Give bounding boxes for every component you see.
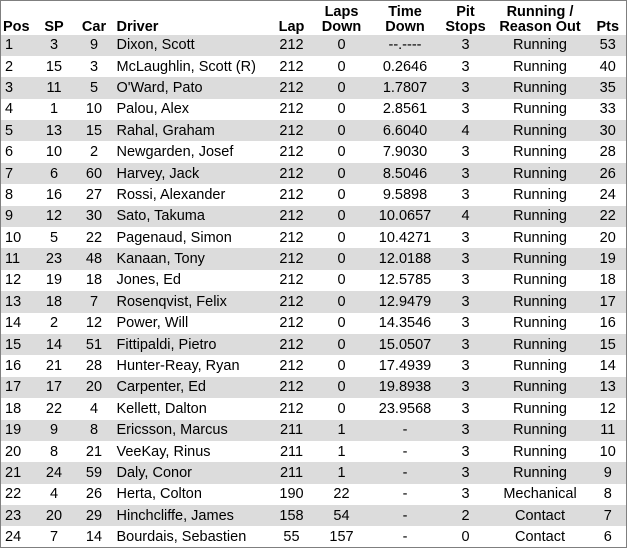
cell-status: Running [491, 120, 590, 141]
cell-sp: 18 [35, 291, 74, 312]
table-row [1, 270, 627, 291]
cell-car: 22 [74, 227, 115, 248]
cell-car: 10 [74, 99, 115, 120]
cell-laps-down: 0 [314, 291, 370, 312]
cell-pos: 10 [1, 227, 35, 248]
cell-pos: 2 [1, 56, 35, 77]
cell-status: Running [491, 270, 590, 291]
cell-time-down: --.---- [370, 35, 441, 56]
cell-sp: 8 [35, 441, 74, 462]
cell-pts: 12 [590, 398, 627, 419]
cell-laps-down: 0 [314, 355, 370, 376]
table-row [1, 526, 627, 547]
cell-sp: 17 [35, 377, 74, 398]
cell-driver: Pagenaud, Simon [115, 227, 270, 248]
cell-lap: 212 [270, 184, 314, 205]
table-row [1, 462, 627, 483]
cell-driver: Jones, Ed [115, 270, 270, 291]
cell-pit-stops: 3 [441, 398, 491, 419]
cell-driver: Harvey, Jack [115, 163, 270, 184]
cell-pos: 4 [1, 99, 35, 120]
cell-car: 7 [74, 291, 115, 312]
cell-pts: 28 [590, 141, 627, 162]
cell-laps-down: 0 [314, 184, 370, 205]
cell-lap: 212 [270, 248, 314, 269]
cell-car: 60 [74, 163, 115, 184]
cell-pts: 7 [590, 505, 627, 526]
column-header-time-down-line1: Time [388, 3, 422, 20]
cell-lap: 190 [270, 484, 314, 505]
table-row [1, 441, 627, 462]
cell-status: Running [491, 206, 590, 227]
cell-sp: 16 [35, 184, 74, 205]
cell-laps-down: 1 [314, 441, 370, 462]
cell-pos: 16 [1, 355, 35, 376]
cell-laps-down: 0 [314, 99, 370, 120]
column-header-pit-stops-line1: Pit [456, 3, 475, 20]
cell-pos: 20 [1, 441, 35, 462]
cell-car: 4 [74, 398, 115, 419]
cell-lap: 212 [270, 291, 314, 312]
table-row [1, 291, 627, 312]
cell-pit-stops: 3 [441, 227, 491, 248]
cell-pit-stops: 3 [441, 484, 491, 505]
cell-pos: 13 [1, 291, 35, 312]
cell-status: Running [491, 141, 590, 162]
cell-pts: 35 [590, 77, 627, 98]
cell-pts: 30 [590, 120, 627, 141]
cell-sp: 4 [35, 484, 74, 505]
column-header-running-line1: Running / [506, 3, 574, 20]
cell-time-down: - [370, 420, 441, 441]
cell-time-down: 17.4939 [370, 355, 441, 376]
table-row [1, 77, 627, 98]
cell-driver: O'Ward, Pato [115, 77, 270, 98]
cell-driver: Rosenqvist, Felix [115, 291, 270, 312]
cell-car: 21 [74, 441, 115, 462]
cell-pos: 22 [1, 484, 35, 505]
cell-sp: 20 [35, 505, 74, 526]
cell-status: Running [491, 377, 590, 398]
cell-driver: Carpenter, Ed [115, 377, 270, 398]
cell-laps-down: 0 [314, 227, 370, 248]
column-header-pit-stops-line2: Stops [445, 18, 486, 35]
cell-driver: Hunter-Reay, Ryan [115, 355, 270, 376]
cell-sp: 1 [35, 99, 74, 120]
cell-pts: 16 [590, 313, 627, 334]
cell-sp: 21 [35, 355, 74, 376]
cell-car: 12 [74, 313, 115, 334]
cell-time-down: 8.5046 [370, 163, 441, 184]
cell-status: Mechanical [491, 484, 590, 505]
cell-driver: Rossi, Alexander [115, 184, 270, 205]
cell-lap: 212 [270, 99, 314, 120]
column-header-time-down-line2: Down [385, 18, 425, 35]
cell-pos: 14 [1, 313, 35, 334]
cell-status: Running [491, 99, 590, 120]
cell-sp: 14 [35, 334, 74, 355]
cell-car: 51 [74, 334, 115, 355]
cell-laps-down: 0 [314, 270, 370, 291]
cell-time-down: 7.9030 [370, 141, 441, 162]
cell-lap: 211 [270, 420, 314, 441]
cell-sp: 2 [35, 313, 74, 334]
cell-time-down: 0.2646 [370, 56, 441, 77]
cell-car: 8 [74, 420, 115, 441]
cell-laps-down: 0 [314, 163, 370, 184]
cell-pts: 9 [590, 462, 627, 483]
cell-laps-down: 157 [314, 526, 370, 547]
cell-pit-stops: 3 [441, 291, 491, 312]
cell-pos: 3 [1, 77, 35, 98]
table-row [1, 505, 627, 526]
cell-laps-down: 0 [314, 377, 370, 398]
cell-car: 14 [74, 526, 115, 547]
cell-time-down: 12.9479 [370, 291, 441, 312]
table-row [1, 35, 627, 56]
cell-laps-down: 0 [314, 334, 370, 355]
cell-status: Running [491, 163, 590, 184]
cell-sp: 24 [35, 462, 74, 483]
cell-pts: 10 [590, 441, 627, 462]
cell-time-down: 14.3546 [370, 313, 441, 334]
cell-status: Running [491, 56, 590, 77]
cell-status: Running [491, 184, 590, 205]
cell-pit-stops: 4 [441, 206, 491, 227]
cell-pos: 6 [1, 141, 35, 162]
cell-pit-stops: 2 [441, 505, 491, 526]
cell-pts: 14 [590, 355, 627, 376]
cell-pit-stops: 3 [441, 163, 491, 184]
column-header-pit-stops [441, 1, 491, 35]
cell-time-down: 19.8938 [370, 377, 441, 398]
cell-driver: Palou, Alex [115, 99, 270, 120]
cell-lap: 212 [270, 120, 314, 141]
cell-pts: 11 [590, 420, 627, 441]
cell-laps-down: 0 [314, 120, 370, 141]
cell-car: 26 [74, 484, 115, 505]
cell-pit-stops: 3 [441, 77, 491, 98]
table-row [1, 398, 627, 419]
cell-pts: 17 [590, 291, 627, 312]
cell-time-down: 6.6040 [370, 120, 441, 141]
cell-driver: Sato, Takuma [115, 206, 270, 227]
cell-time-down: 9.5898 [370, 184, 441, 205]
table-row [1, 206, 627, 227]
cell-lap: 158 [270, 505, 314, 526]
cell-status: Contact [491, 505, 590, 526]
cell-pts: 18 [590, 270, 627, 291]
cell-driver: Dixon, Scott [115, 35, 270, 56]
cell-pit-stops: 3 [441, 420, 491, 441]
cell-laps-down: 0 [314, 56, 370, 77]
table-row [1, 420, 627, 441]
column-header-sp: SP [44, 18, 64, 35]
cell-status: Running [491, 248, 590, 269]
cell-status: Running [491, 420, 590, 441]
cell-pos: 19 [1, 420, 35, 441]
cell-car: 59 [74, 462, 115, 483]
cell-pit-stops: 3 [441, 99, 491, 120]
table-row [1, 248, 627, 269]
cell-car: 5 [74, 77, 115, 98]
cell-car: 2 [74, 141, 115, 162]
table-row [1, 184, 627, 205]
column-header-lap: Lap [278, 18, 305, 35]
table-row [1, 99, 627, 120]
header-row [1, 1, 627, 35]
cell-driver: Hinchcliffe, James [115, 505, 270, 526]
cell-status: Running [491, 77, 590, 98]
cell-pit-stops: 3 [441, 355, 491, 376]
cell-pos: 15 [1, 334, 35, 355]
cell-pit-stops: 3 [441, 334, 491, 355]
cell-sp: 3 [35, 35, 74, 56]
cell-pts: 53 [590, 35, 627, 56]
table-row [1, 141, 627, 162]
cell-car: 18 [74, 270, 115, 291]
cell-pit-stops: 3 [441, 35, 491, 56]
cell-status: Running [491, 334, 590, 355]
column-header-pts: Pts [596, 18, 620, 35]
cell-pts: 19 [590, 248, 627, 269]
cell-pts: 40 [590, 56, 627, 77]
table-row [1, 484, 627, 505]
cell-sp: 22 [35, 398, 74, 419]
column-header-car: Car [81, 18, 107, 35]
cell-pos: 9 [1, 206, 35, 227]
cell-pts: 22 [590, 206, 627, 227]
cell-laps-down: 0 [314, 206, 370, 227]
cell-pit-stops: 3 [441, 141, 491, 162]
cell-pts: 13 [590, 377, 627, 398]
cell-pit-stops: 3 [441, 248, 491, 269]
cell-laps-down: 22 [314, 484, 370, 505]
column-header-laps-down [314, 1, 370, 35]
cell-lap: 212 [270, 355, 314, 376]
cell-pit-stops: 3 [441, 184, 491, 205]
cell-driver: McLaughlin, Scott (R) [115, 56, 270, 77]
cell-laps-down: 0 [314, 35, 370, 56]
cell-lap: 212 [270, 377, 314, 398]
cell-pos: 21 [1, 462, 35, 483]
cell-sp: 7 [35, 526, 74, 547]
cell-laps-down: 0 [314, 398, 370, 419]
cell-pit-stops: 0 [441, 526, 491, 547]
cell-time-down: 15.0507 [370, 334, 441, 355]
cell-time-down: - [370, 505, 441, 526]
cell-driver: Fittipaldi, Pietro [115, 334, 270, 355]
cell-driver: Power, Will [115, 313, 270, 334]
cell-status: Running [491, 462, 590, 483]
table-row [1, 227, 627, 248]
cell-lap: 212 [270, 56, 314, 77]
cell-pts: 6 [590, 526, 627, 547]
cell-lap: 55 [270, 526, 314, 547]
cell-sp: 15 [35, 56, 74, 77]
cell-status: Running [491, 398, 590, 419]
cell-pos: 7 [1, 163, 35, 184]
cell-lap: 212 [270, 313, 314, 334]
cell-status: Running [491, 227, 590, 248]
cell-pos: 23 [1, 505, 35, 526]
column-header-pos: Pos [3, 18, 30, 35]
cell-pts: 8 [590, 484, 627, 505]
cell-driver: Herta, Colton [115, 484, 270, 505]
cell-time-down: 12.5785 [370, 270, 441, 291]
cell-lap: 212 [270, 35, 314, 56]
cell-driver: Kanaan, Tony [115, 248, 270, 269]
cell-pos: 12 [1, 270, 35, 291]
cell-time-down: 10.0657 [370, 206, 441, 227]
cell-time-down: 10.4271 [370, 227, 441, 248]
column-header-driver: Driver [116, 18, 159, 35]
cell-pos: 5 [1, 120, 35, 141]
cell-pts: 26 [590, 163, 627, 184]
cell-laps-down: 1 [314, 420, 370, 441]
cell-car: 48 [74, 248, 115, 269]
cell-sp: 10 [35, 141, 74, 162]
cell-pit-stops: 3 [441, 441, 491, 462]
cell-pit-stops: 3 [441, 56, 491, 77]
cell-pos: 8 [1, 184, 35, 205]
column-header-running-line2: Reason Out [499, 18, 581, 35]
cell-driver: Ericsson, Marcus [115, 420, 270, 441]
cell-car: 28 [74, 355, 115, 376]
cell-time-down: 12.0188 [370, 248, 441, 269]
cell-time-down: 23.9568 [370, 398, 441, 419]
cell-lap: 212 [270, 227, 314, 248]
cell-pts: 33 [590, 99, 627, 120]
column-header-time-down [370, 1, 441, 35]
cell-pos: 17 [1, 377, 35, 398]
cell-pos: 11 [1, 248, 35, 269]
cell-lap: 212 [270, 163, 314, 184]
cell-driver: Kellett, Dalton [115, 398, 270, 419]
cell-laps-down: 0 [314, 141, 370, 162]
cell-pit-stops: 4 [441, 120, 491, 141]
cell-car: 27 [74, 184, 115, 205]
cell-car: 30 [74, 206, 115, 227]
table-row [1, 56, 627, 77]
cell-laps-down: 0 [314, 248, 370, 269]
cell-sp: 9 [35, 420, 74, 441]
cell-sp: 11 [35, 77, 74, 98]
cell-car: 15 [74, 120, 115, 141]
table-row [1, 120, 627, 141]
cell-lap: 212 [270, 206, 314, 227]
column-header-running [491, 1, 590, 35]
cell-status: Contact [491, 526, 590, 547]
cell-sp: 23 [35, 248, 74, 269]
cell-status: Running [491, 35, 590, 56]
cell-sp: 5 [35, 227, 74, 248]
cell-driver: Daly, Conor [115, 462, 270, 483]
cell-lap: 211 [270, 441, 314, 462]
cell-sp: 6 [35, 163, 74, 184]
cell-pts: 15 [590, 334, 627, 355]
column-header-laps-down-line2: Down [321, 18, 362, 35]
cell-pts: 20 [590, 227, 627, 248]
cell-driver: Newgarden, Josef [115, 141, 270, 162]
cell-lap: 212 [270, 398, 314, 419]
cell-car: 9 [74, 35, 115, 56]
cell-pos: 24 [1, 526, 35, 547]
cell-driver: Rahal, Graham [115, 120, 270, 141]
cell-pos: 18 [1, 398, 35, 419]
cell-lap: 212 [270, 77, 314, 98]
cell-lap: 212 [270, 141, 314, 162]
cell-time-down: 1.7807 [370, 77, 441, 98]
cell-laps-down: 0 [314, 77, 370, 98]
table-row [1, 313, 627, 334]
cell-driver: Bourdais, Sebastien [115, 526, 270, 547]
table-row [1, 355, 627, 376]
cell-status: Running [491, 313, 590, 334]
cell-car: 3 [74, 56, 115, 77]
cell-pit-stops: 3 [441, 270, 491, 291]
cell-lap: 212 [270, 334, 314, 355]
cell-lap: 212 [270, 270, 314, 291]
cell-car: 29 [74, 505, 115, 526]
cell-lap: 211 [270, 462, 314, 483]
table-row [1, 163, 627, 184]
cell-pit-stops: 3 [441, 462, 491, 483]
cell-car: 20 [74, 377, 115, 398]
cell-pos: 1 [1, 35, 35, 56]
cell-status: Running [491, 355, 590, 376]
cell-sp: 19 [35, 270, 74, 291]
cell-pit-stops: 3 [441, 313, 491, 334]
cell-time-down: - [370, 441, 441, 462]
cell-driver: VeeKay, Rinus [115, 441, 270, 462]
column-header-laps-down-line1: Laps [324, 3, 359, 20]
table-row [1, 377, 627, 398]
cell-pit-stops: 3 [441, 377, 491, 398]
cell-status: Running [491, 441, 590, 462]
cell-time-down: - [370, 526, 441, 547]
table-row [1, 334, 627, 355]
results-body [1, 35, 627, 548]
cell-laps-down: 1 [314, 462, 370, 483]
cell-sp: 12 [35, 206, 74, 227]
cell-time-down: - [370, 484, 441, 505]
cell-time-down: 2.8561 [370, 99, 441, 120]
cell-sp: 13 [35, 120, 74, 141]
cell-laps-down: 0 [314, 313, 370, 334]
cell-pts: 24 [590, 184, 627, 205]
cell-time-down: - [370, 462, 441, 483]
cell-laps-down: 54 [314, 505, 370, 526]
cell-status: Running [491, 291, 590, 312]
